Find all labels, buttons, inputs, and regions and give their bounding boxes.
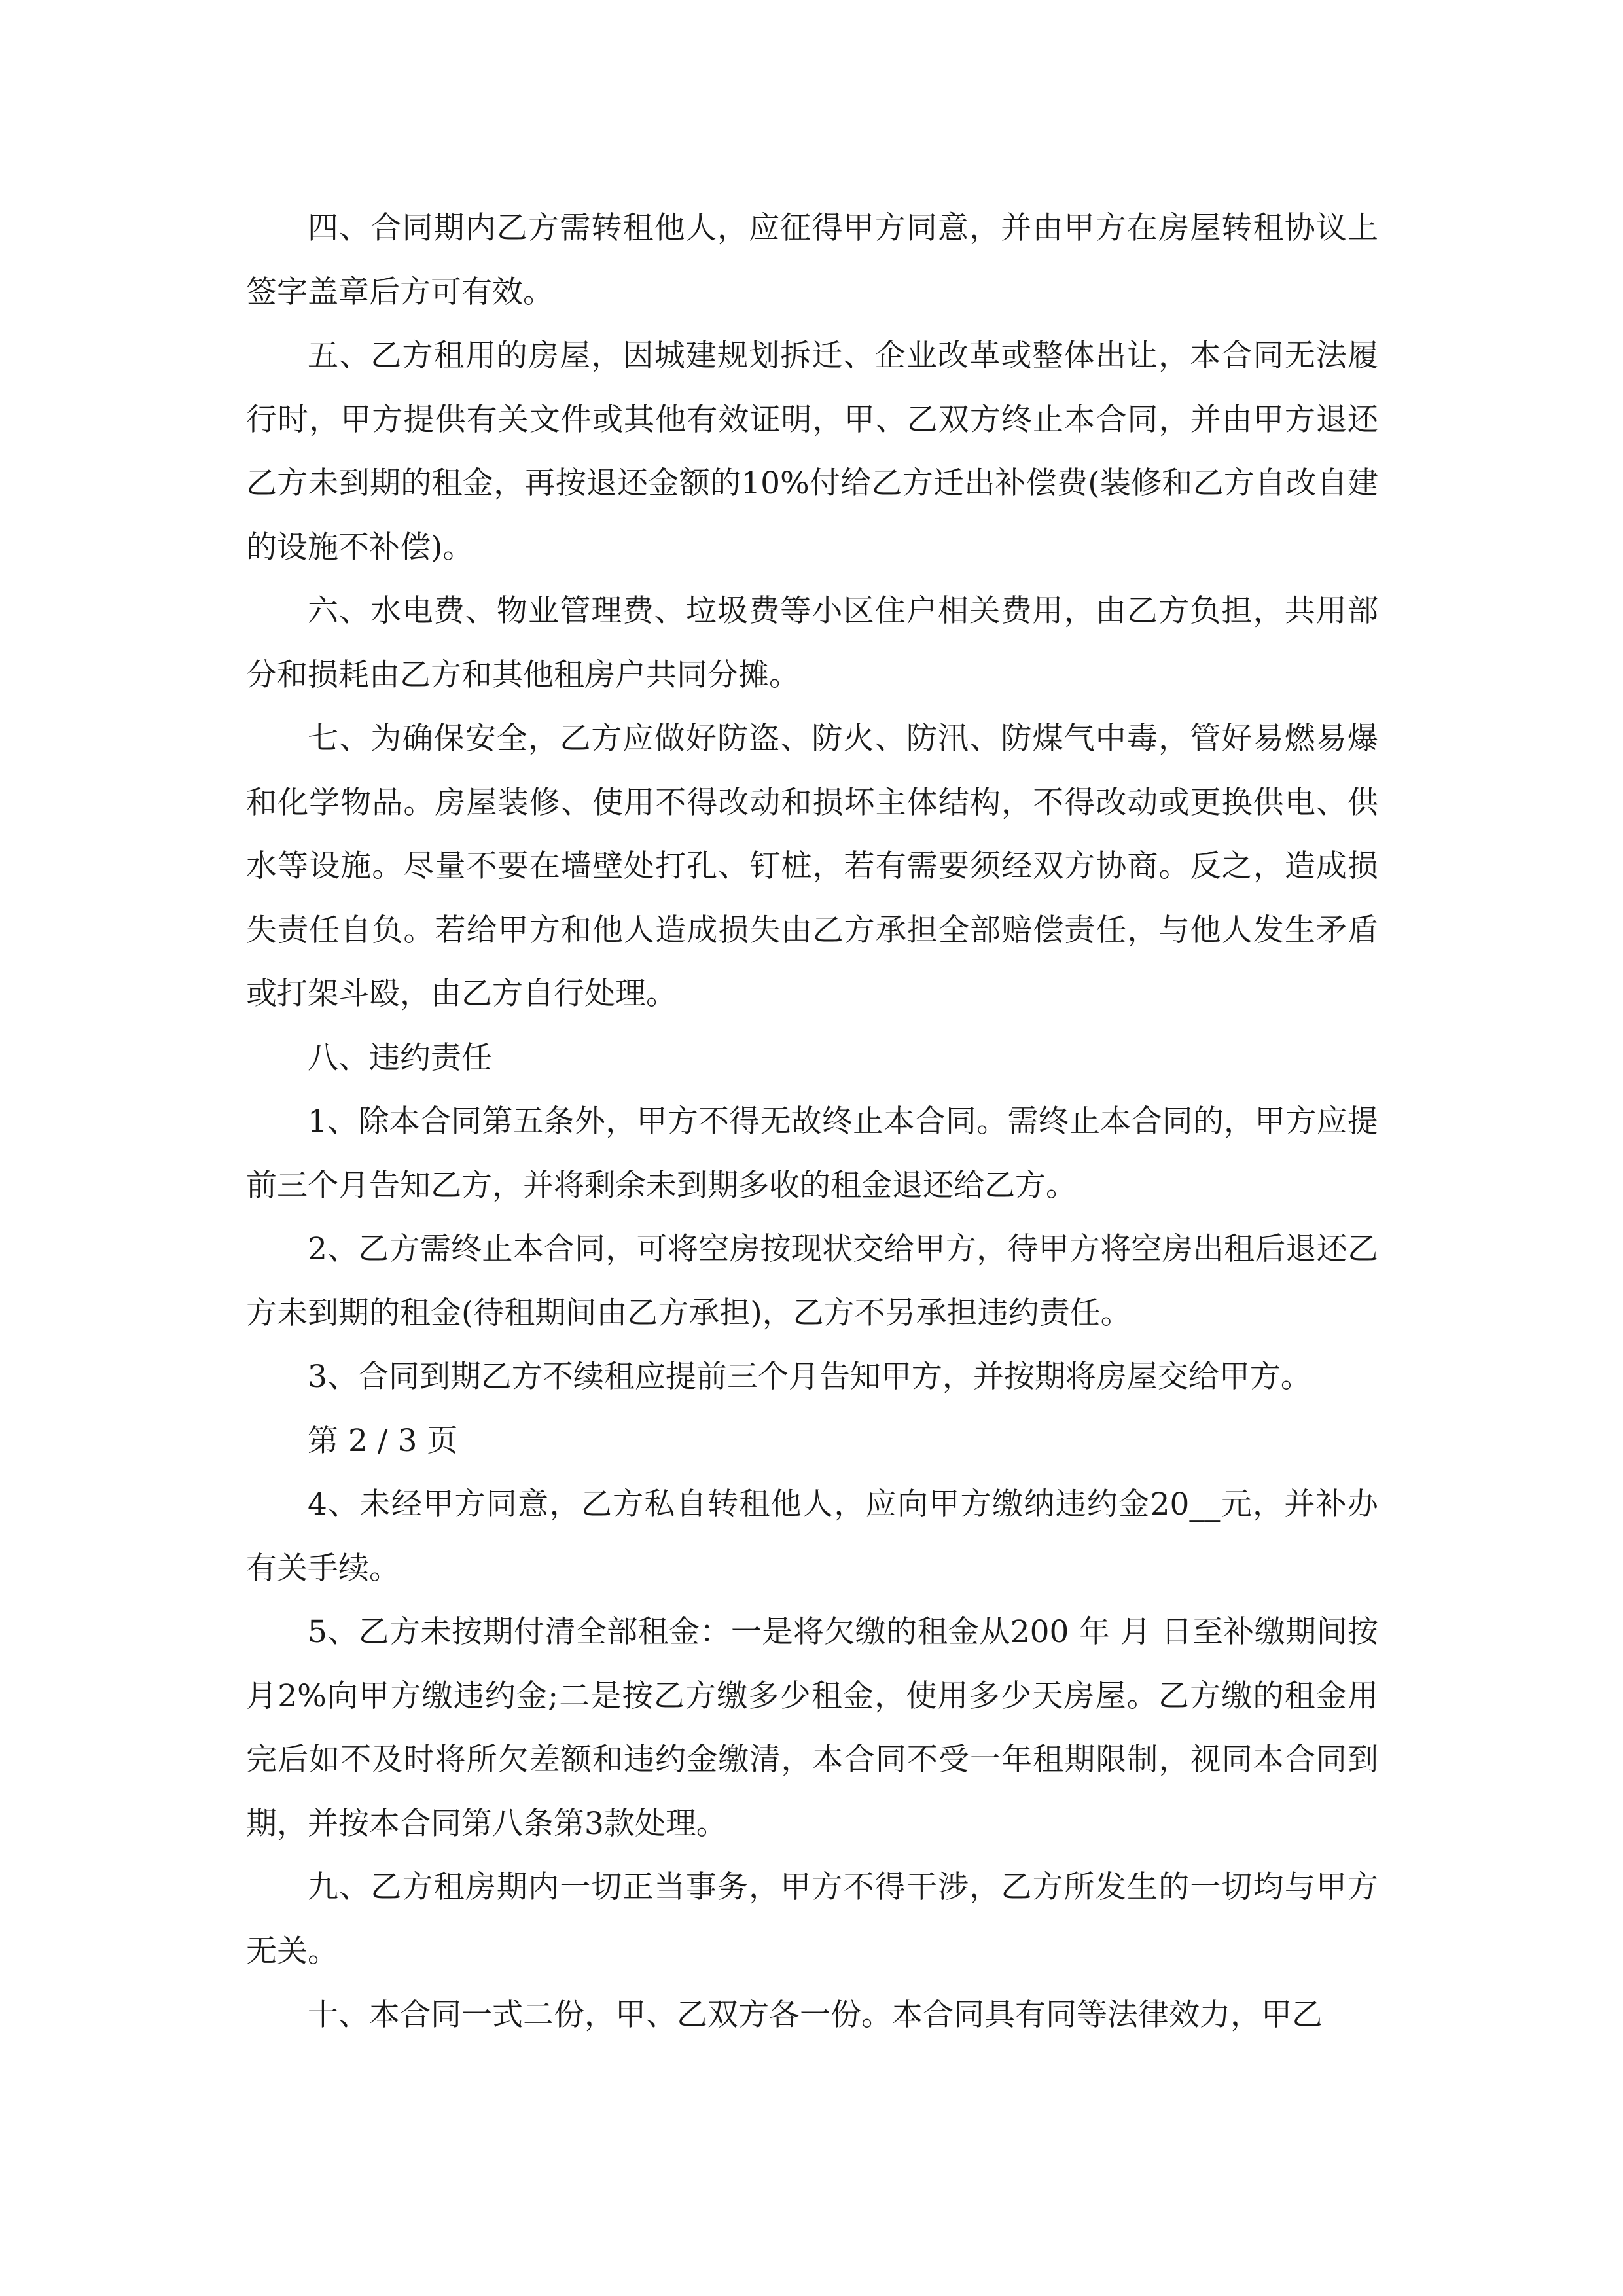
clause-10-copies: 十、本合同一式二份，甲、乙双方各一份。本合同具有同等法律效力，甲乙 bbox=[308, 1997, 1323, 2033]
clause-8-item-3: 3、合同到期乙方不续租应提前三个月告知甲方，并按期将房屋交给甲方。 bbox=[308, 1359, 1311, 1395]
clause-7-safety: 七、为确保安全，乙方应做好防盗、防火、防汛、防煤气中毒，管好易燃易爆和化学物品。房屋装修、使用不得改动和损坏主体结构，不得改动或更换供电、供水等设施。尽量不要在墙壁处打孔、钉桩，若有需要须经双方协商。反之，造成损失责任自负。若给甲方和他人造成损失由乙方承担全部赔偿责任，与他人发生矛盾或打架斗殴，由乙方自行处理。 bbox=[246, 721, 1378, 1012]
clause-8-item-2: 2、乙方需终止本合同，可将空房按现状交给甲方，待甲方将空房出租后退还乙方未到期的租金(待租期间由乙方承担)，乙方不另承担违约责任。 bbox=[246, 1231, 1378, 1331]
clause-4-sublease: 四、合同期内乙方需转租他人，应征得甲方同意，并由甲方在房屋转租协议上签字盖章后方可有效。 bbox=[246, 210, 1378, 310]
clause-9-affairs: 九、乙方租房期内一切正当事务，甲方不得干涉，乙方所发生的一切均与甲方无关。 bbox=[246, 1869, 1378, 1969]
page-number: 第 2 / 3 页 bbox=[308, 1422, 458, 1459]
clause-8-item-5: 5、乙方未按期付清全部租金：一是将欠缴的租金从200 年 月 日至补缴期间按月2%向甲方缴违约金;二是按乙方缴多少租金，使用多少天房屋。乙方缴的租金用完后如不及时将所欠差额和违约金缴清，本合同不受一年租期限制，视同本合同到期，并按本合同第八条第3款处理。 bbox=[246, 1614, 1378, 1842]
clause-8-heading: 八、违约责任 bbox=[308, 1039, 492, 1076]
clause-8-item-4: 4、未经甲方同意，乙方私自转租他人，应向甲方缴纳违约金20__元，并补办有关手续。 bbox=[246, 1486, 1378, 1587]
clause-6-utilities: 六、水电费、物业管理费、垃圾费等小区住户相关费用，由乙方负担，共用部分和损耗由乙方和其他租房户共同分摊。 bbox=[246, 593, 1378, 693]
clause-5-demolition: 五、乙方租用的房屋，因城建规划拆迁、企业改革或整体出让，本合同无法履行时，甲方提供有关文件或其他有效证明，甲、乙双方终止本合同，并由甲方退还乙方未到期的租金，再按退还金额的10%付给乙方迁出补偿费(装修和乙方自改自建的设施不补偿)。 bbox=[246, 338, 1378, 565]
contract-body bbox=[246, 196, 1378, 2047]
clause-8-item-1: 1、除本合同第五条外，甲方不得无故终止本合同。需终止本合同的，甲方应提前三个月告知乙方，并将剩余未到期多收的租金退还给乙方。 bbox=[246, 1103, 1378, 1204]
